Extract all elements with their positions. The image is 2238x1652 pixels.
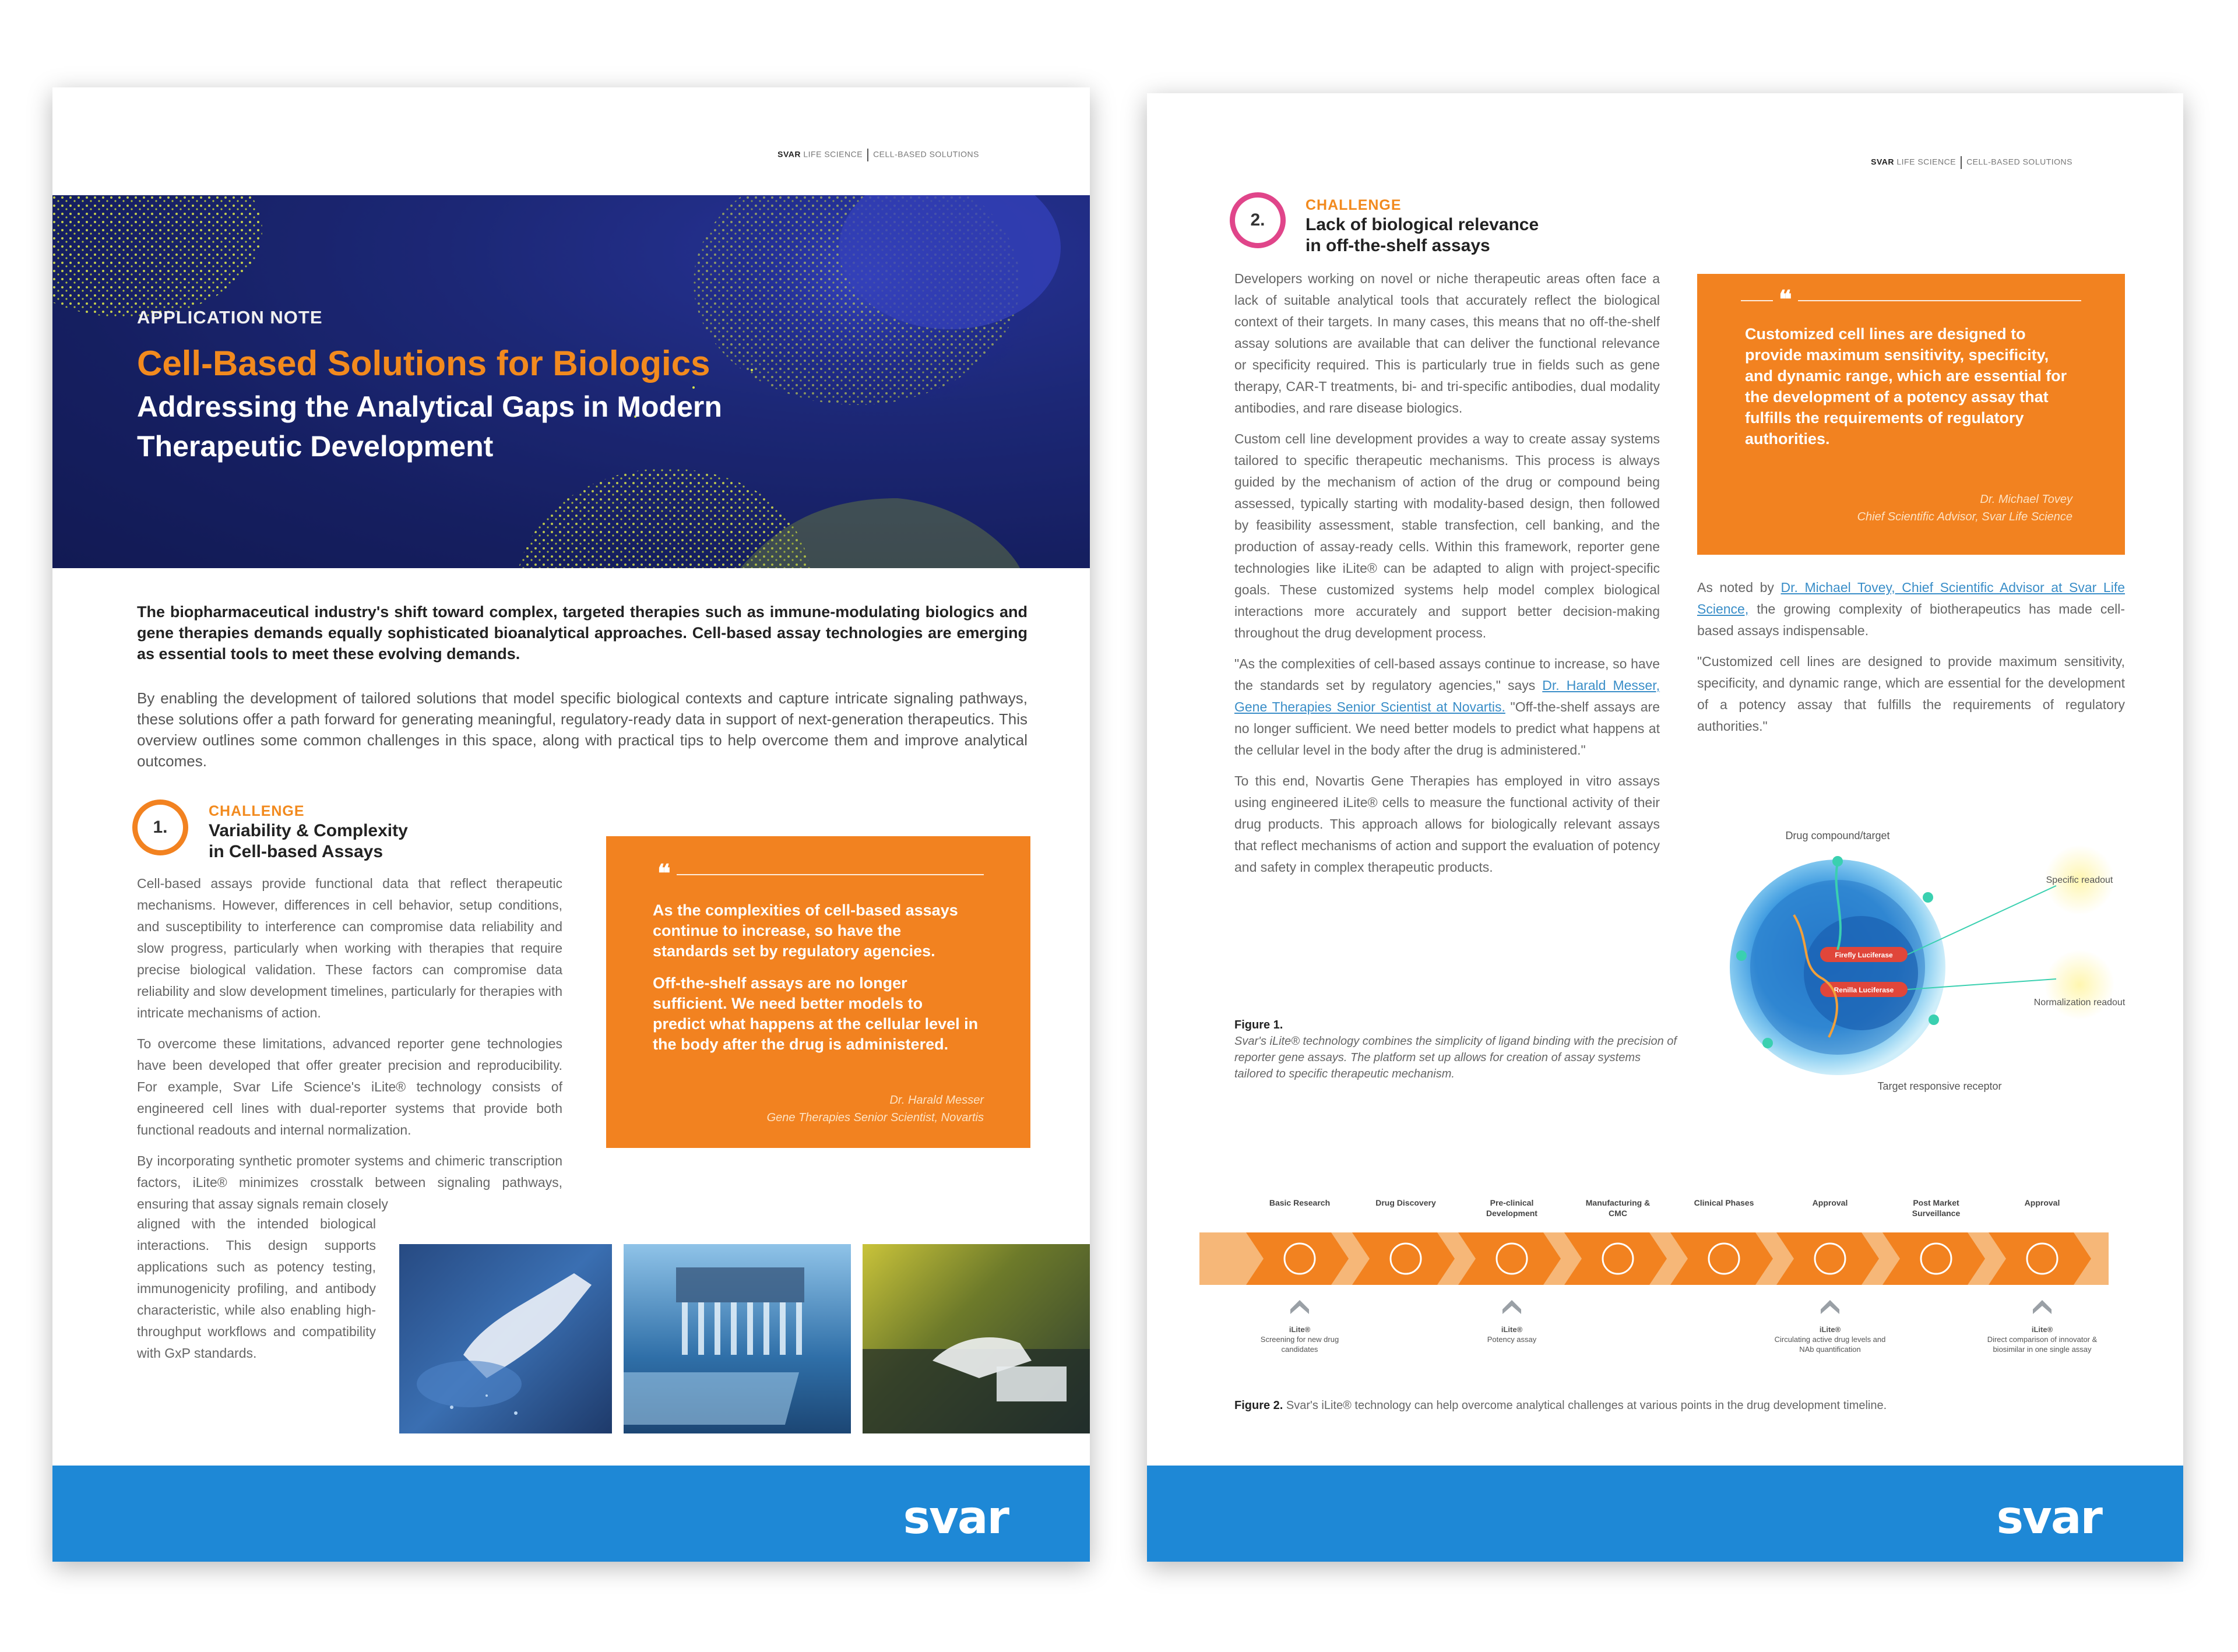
quote-author: Dr. Harald Messer (889, 1094, 984, 1107)
specific-readout-label: Specific readout (2046, 875, 2113, 885)
header-section: CELL-BASED SOLUTIONS (1966, 157, 2072, 167)
cell-nucleus (1804, 916, 1918, 1030)
timeline-note-text: Direct comparison of innovator & biosimilar in one single assay (1987, 1335, 2098, 1354)
paragraph: Cell-based assays provide functional data that reflect therapeutic mechanisms. However, differences in cell behavior, setup conditions, and susceptibility to interference can compromise data reliability and slow progress, particularly when working with therapies that require precise biological validation. These factors can compromise data reliability and slow development timelines, particularly for therapies with intricate mechanisms of action. (137, 876, 562, 1020)
figure-1-text: Svar's iLite® technology combines the simplicity of ligand binding with the precision of reporter gene assays. The platform set up allows for creation of assay systems tailored to specific therapeutic mechanism. (1234, 1035, 1677, 1080)
challenge-title-line1: Lack of biological relevance (1306, 215, 1539, 234)
intro-paragraph: By enabling the development of tailored solutions that model specific biological contexts and capture intricate signaling pathways, these solutions offer a path forward for generating meaningful, regulatory-ready data in support of next-generation therapeutics. This overview outlines some common challenges in this space, along with practical tips to help overcome them and improve analytical outcomes. (137, 689, 1027, 770)
tovey-link[interactable]: Dr. Michael Tovey, Chief Scientific Advisor at Svar Life Science, (1697, 580, 2126, 617)
page-footer (1147, 1466, 2183, 1562)
lead-paragraph: The biopharmaceutical industry's shift toward complex, targeted therapies such as immune-modulating biologics and gene therapies demands equally sophisticated bioanalytical approaches. Cell-based assay technologies are emerging as essential tools to meet these evolving demands. (137, 603, 1027, 663)
page-right (1147, 93, 2183, 1562)
timeline-stage-label: Clinical Phases (1694, 1198, 1754, 1207)
body-column-left (1234, 268, 1660, 887)
messer-link[interactable]: Dr. Harald Messer, Gene Therapies Senior Scientist at Novartis. (1234, 678, 1660, 714)
quote-role: Gene Therapies Senior Scientist, Novartis (766, 1111, 984, 1124)
header-brand-suffix: LIFE SCIENCE (1896, 157, 1957, 167)
paragraph: "As the complexities of cell-based assays continue to increase, so have the standards set by regulatory agencies," says Dr. Harald Messer, Gene Therapies Senior Scientist at Novartis. "Off-the-shelf assays are no longer sufficient. We need better models to predict what happens at the cellular level in the body after the drug is administered." (1234, 656, 1660, 758)
challenge-label: CHALLENGE (1306, 197, 1402, 213)
quote-author: Dr. Michael Tovey (1980, 493, 2072, 506)
quote-paragraph: As the complexities of cell-based assays continue to increase, so have the standards set by regulatory agencies. (653, 901, 958, 960)
header-brand: SVAR (777, 149, 801, 159)
timeline-note-brand: iLite® (1289, 1325, 1311, 1334)
timeline-note-text: Circulating active drug levels and NAb quantification (1774, 1335, 1886, 1354)
page-header (777, 149, 979, 161)
timeline-note (1454, 1325, 1570, 1344)
figure-1-label: Figure 1. (1234, 1019, 1283, 1031)
lab-photo-hazmat (863, 1244, 1090, 1433)
quote-paragraph: Off-the-shelf assays are no longer sufficient. We need better models to predict what happens at the cellular level in the body after the drug is administered. (653, 974, 979, 1053)
timeline-note-text: Screening for new drug candidates (1260, 1335, 1339, 1354)
quote-mark-icon: ❝ (1773, 288, 1798, 311)
target-receptor-label: Target responsive receptor (1877, 1080, 2002, 1092)
timeline-stage-label: Manufacturing & CMC (1585, 1198, 1651, 1218)
pull-quote-box (606, 836, 1030, 1148)
timeline-note-chevron-icon (2033, 1300, 2052, 1314)
challenge-1-title (209, 820, 408, 862)
quote-text: Customized cell lines are designed to provide maximum sensitivity, specificity, and dynamic range, which are essential for the development of a potency assay that fulfills the requirements of regulatory authorities. (1745, 325, 2067, 448)
timeline-stage-label: Approval (2024, 1198, 2060, 1207)
paragraph: Developers working on novel or niche therapeutic areas often face a lack of suitable analytical tools that accurately reflect the biological context of their targets. In many cases, this means that no off-the-shelf assay solutions are available that can deliver the functional relevance or specificity required. This is particularly true in fields such as gene therapy, CAR-T treatments, bi- and tri-specific antibodies, dual modality antibodies, and rare disease biologics. (1234, 271, 1660, 415)
challenge-2-title (1306, 214, 1539, 256)
quote-mark-icon: ❝ (652, 862, 677, 885)
challenge-title-line2: in off-the-shelf assays (1306, 236, 1490, 255)
body-column-right (1697, 577, 2125, 746)
renilla-label: Renilla Luciferase (1834, 986, 1894, 994)
timeline-note-brand: iLite® (1501, 1325, 1523, 1334)
figure-2-caption (1234, 1397, 2109, 1414)
svar-logo: svar (903, 1492, 1008, 1544)
normalization-readout-label: Normalization readout (2033, 998, 2126, 1008)
page-title: Cell-Based Solutions for Biologics (137, 344, 710, 383)
ilite-cell-diagram (1706, 827, 2149, 1096)
quote-attribution (1857, 491, 2072, 526)
application-note-label: APPLICATION NOTE (137, 307, 323, 327)
paragraph: aligned with the intended biological interactions. This design supports applications such as potency testing, immunogenicity profiling, and antibody characteristic, while also enabling high-throughput workflows and compatibility with GxP standards. (137, 1216, 376, 1361)
timeline-stage-label: Basic Research (1269, 1198, 1331, 1207)
timeline-note (1984, 1325, 2100, 1354)
challenge-title-line1: Variability & Complexity (209, 821, 408, 840)
paragraph: By incorporating synthetic promoter systems and chimeric transcription factors, iLite® minimizes crosstalk between signaling pathways, ensuring that assay signals remain closely (137, 1153, 562, 1211)
challenge-number: 1. (153, 818, 168, 837)
lab-photo-pipette (624, 1244, 851, 1433)
challenge-2-badge (1230, 192, 1286, 248)
timeline-note-brand: iLite® (1819, 1325, 1841, 1334)
header-brand-suffix: LIFE SCIENCE (803, 149, 863, 159)
figure-2-text: Svar's iLite® technology can help overcome analytical challenges at various points in the drug development timeline. (1286, 1399, 1887, 1412)
challenge-label: CHALLENGE (209, 803, 305, 819)
header-brand: SVAR (1871, 157, 1894, 167)
paragraph: Custom cell line development provides a way to create assay systems tailored to specific therapeutic mechanisms. This process is always guided by the mechanism of action of the drug or compound being assessed, typically starting with modality-based design, then followed by feasibility assessment, stable transfection, cell banking, and the production of assay-ready cells. Within this framework, reporter gene technologies like iLite® can be adapted to align with project-specific goals. These customized systems help model complex biological interactions more accurately and support better decision-making throughout the drug development process. (1234, 431, 1660, 640)
drug-compound-label: Drug compound/target (1785, 830, 1890, 841)
timeline-note (1772, 1325, 1888, 1354)
page-header (1871, 156, 2072, 169)
figure-1-caption (1234, 1017, 1677, 1082)
paragraph: As noted by Dr. Michael Tovey, Chief Scientific Advisor at Svar Life Science, the growing complexity of biotherapeutics has made cell-based assays indispensable. (1697, 580, 2126, 638)
drug-development-timeline (1199, 1174, 2109, 1361)
paragraph: To this end, Novartis Gene Therapies has employed in vitro assays using engineered iLite® cells to measure the functional activity of their drug products. This approach allows for biologically relevant assays that reflect mechanisms of action and support the evaluation of potency and safety in complex therapeutic products. (1234, 773, 1660, 875)
page-left (52, 87, 1090, 1562)
challenge-1-badge (132, 799, 188, 855)
challenge-title-line2: in Cell-based Assays (209, 842, 383, 861)
pipette-tips-image (624, 1244, 851, 1433)
lab-photo-gloves (399, 1244, 612, 1433)
glove-hand-image (399, 1244, 612, 1433)
left-column-text (137, 873, 562, 1215)
timeline-note-brand: iLite® (2031, 1325, 2053, 1334)
hero-banner (52, 195, 1090, 568)
page-subtitle: Addressing the Analytical Gaps in Modern Therapeutic Development (137, 390, 722, 463)
timeline-note-chevron-icon (1290, 1300, 1309, 1314)
svar-logo: svar (1996, 1492, 2102, 1544)
timeline-note (1241, 1325, 1358, 1354)
pull-quote-box (1697, 274, 2125, 555)
timeline-stage-label: Post Market Surveillance (1912, 1198, 1961, 1218)
timeline-stage-label: Pre-clinical Development (1486, 1198, 1537, 1218)
timeline-note-text: Potency assay (1487, 1335, 1537, 1344)
timeline-stage-label: Drug Discovery (1375, 1198, 1436, 1207)
challenge-number: 2. (1250, 210, 1265, 230)
timeline-note-chevron-icon (1502, 1300, 1521, 1314)
left-column-wrap-text (137, 1213, 376, 1364)
normalization-readout-glow (2045, 950, 2114, 1020)
timeline-stage-label: Approval (1812, 1198, 1848, 1207)
paragraph: To overcome these limitations, advanced reporter gene technologies have been developed that offer greater precision and reproducibility. For example, Svar Life Science's iLite® technology consists of engineered cell lines with dual-reporter systems that provide both functional readouts and internal normalization. (137, 1036, 562, 1137)
figure-2-label: Figure 2. (1234, 1399, 1283, 1412)
timeline-note-chevron-icon (1821, 1300, 1839, 1314)
quote-attribution (767, 1091, 984, 1126)
quote-role: Chief Scientific Advisor, Svar Life Science (1857, 510, 2072, 523)
firefly-label: Firefly Luciferase (1835, 951, 1893, 959)
page-footer (52, 1466, 1090, 1562)
quote-text (653, 900, 979, 1066)
hazmat-glove-image (863, 1244, 1090, 1433)
header-section: CELL-BASED SOLUTIONS (873, 149, 979, 159)
paragraph: "Customized cell lines are designed to provide maximum sensitivity, specificity, and dynamic range, which are essential for the development of a potency assay that fulfills the requirements of regulatory authorities." (1697, 654, 2125, 734)
